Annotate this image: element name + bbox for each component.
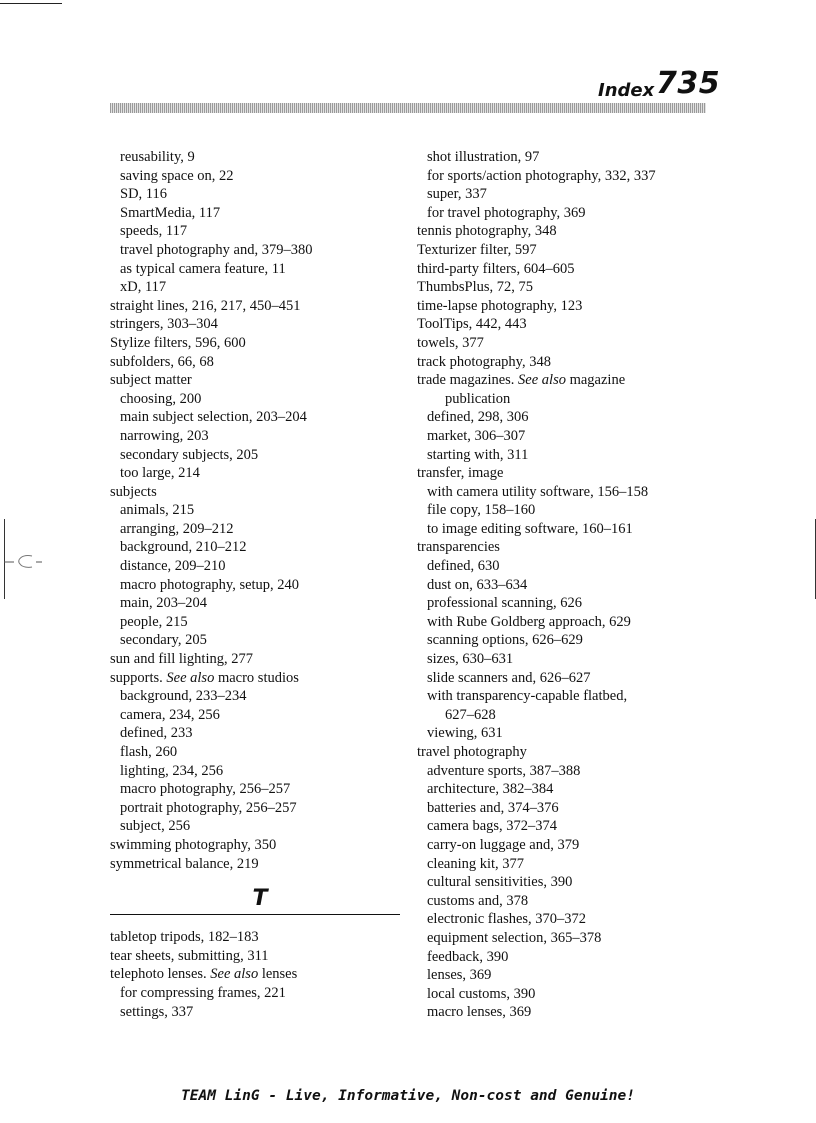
entry-text: background, 233–234: [120, 688, 247, 705]
entry-text: customs and, 378: [427, 892, 529, 909]
see-also-reference: See also: [518, 372, 566, 389]
index-subentry: [417, 929, 717, 948]
index-subentry: [417, 762, 717, 781]
index-subentry: [417, 148, 717, 167]
index-subentry: [417, 483, 717, 502]
entry-text: shot illustration, 97: [427, 149, 540, 165]
index-subentry: [417, 167, 717, 186]
index-subentry: [110, 408, 410, 427]
entry-text: camera bags, 372–374: [427, 818, 558, 835]
index-subentry: [417, 576, 717, 595]
index-entry: [417, 538, 717, 557]
index-subentry: [110, 427, 410, 446]
entry-text: animals, 215: [120, 502, 195, 519]
see-also-reference: See also: [166, 669, 215, 686]
index-entry: [417, 222, 717, 241]
entry-text: carry-on luggage and, 379: [427, 836, 580, 853]
entry-text: lighting, 234, 256: [120, 762, 224, 779]
entry-text: SD, 116: [120, 186, 167, 203]
entry-text: to image editing software, 160–161: [427, 520, 633, 537]
index-entry: [417, 297, 717, 316]
entry-text: for compressing frames, 221: [120, 984, 286, 1001]
index-subentry: [110, 576, 410, 595]
index-subentry: [417, 836, 717, 855]
entry-text: starting with, 311: [427, 446, 529, 463]
index-subentry: [417, 520, 717, 539]
index-subentry: [110, 706, 410, 725]
index-entry: [417, 464, 717, 483]
index-entry: [110, 483, 410, 502]
entry-text: choosing, 200: [120, 390, 202, 407]
running-header-section: Index: [598, 80, 655, 101]
entry-text: with camera utility software, 156–158: [427, 483, 649, 500]
entry-text: lenses, 369: [427, 967, 492, 984]
index-subentry: [417, 501, 717, 520]
index-entry: [110, 315, 410, 334]
index-subentry: [417, 724, 717, 743]
index-subentry: [110, 724, 410, 743]
entry-text: defined, 630: [427, 558, 500, 575]
entry-text: camera, 234, 256: [120, 706, 220, 723]
entry-text: for sports/action photography, 332, 337: [427, 167, 656, 184]
index-subentry: [417, 390, 717, 409]
index-subentry: [417, 948, 717, 967]
index-subentry: [110, 762, 410, 781]
index-column-left: [110, 148, 410, 1021]
entry-text: Stylize filters, 596, 600: [110, 334, 246, 351]
index-subentry: [417, 892, 717, 911]
entry-text: sizes, 630–631: [427, 651, 514, 668]
header-rule: [110, 103, 706, 113]
page-number: 735: [656, 66, 721, 101]
entry-text: people, 215: [120, 613, 188, 630]
entry-text: tennis photography, 348: [417, 223, 557, 240]
index-subentry: [417, 855, 717, 874]
entry-text: architecture, 382–384: [427, 781, 554, 798]
entry-text: secondary subjects, 205: [120, 446, 259, 463]
index-entry: [110, 353, 410, 372]
entry-text: main subject selection, 203–204: [120, 409, 307, 426]
entry-text: subject matter: [110, 372, 192, 389]
index-subentry: [110, 687, 410, 706]
index-subentry: [110, 520, 410, 539]
entry-text: file copy, 158–160: [427, 502, 536, 519]
entry-text: batteries and, 374–376: [427, 799, 559, 816]
entry-text: swimming photography, 350: [110, 836, 277, 853]
index-subentry: [417, 185, 717, 204]
index-subentry: [110, 446, 410, 465]
index-subentry: [417, 966, 717, 985]
index-entry: [110, 855, 410, 874]
index-entries-left: [110, 148, 410, 873]
entry-text: local customs, 390: [427, 985, 536, 1002]
index-subentry: [417, 799, 717, 818]
index-subentry: [417, 650, 717, 669]
index-entry: [110, 965, 410, 984]
entry-text: macro studios: [214, 669, 299, 686]
entry-text: settings, 337: [120, 1003, 194, 1020]
entry-text: stringers, 303–304: [110, 316, 218, 333]
entry-text: track photography, 348: [417, 353, 551, 370]
index-entry: [417, 260, 717, 279]
index-subentry: [110, 278, 410, 297]
index-subentry: [417, 557, 717, 576]
index-subentry: [417, 446, 717, 465]
index-subentry: [110, 743, 410, 762]
index-subentry: [110, 1003, 410, 1022]
entry-text: third-party filters, 604–605: [417, 260, 575, 277]
entry-text: subject, 256: [120, 818, 191, 835]
index-entry: [110, 371, 410, 390]
entry-text: travel photography and, 379–380: [120, 241, 313, 258]
entry-text: SmartMedia, 117: [120, 204, 221, 221]
index-subentry: [110, 557, 410, 576]
index-subentry: [110, 631, 410, 650]
entry-text: cultural sensitivities, 390: [427, 874, 573, 891]
index-entry: [417, 278, 717, 297]
entry-text: trade magazines.: [417, 372, 519, 389]
entry-text: electronic flashes, 370–372: [427, 911, 587, 928]
index-subentry: [417, 687, 717, 706]
section-divider: [110, 914, 400, 915]
index-subentry: [110, 984, 410, 1003]
index-subentry: [417, 427, 717, 446]
entry-text: feedback, 390: [427, 948, 509, 965]
entry-text: professional scanning, 626: [427, 595, 583, 612]
index-entry: [417, 353, 717, 372]
entry-text: straight lines, 216, 217, 450–451: [110, 297, 301, 314]
entry-text: subjects: [110, 483, 157, 500]
registration-mark-icon: [2, 552, 42, 572]
index-subentry: [110, 464, 410, 483]
entry-text: towels, 377: [417, 334, 484, 351]
entry-text: equipment selection, 365–378: [427, 929, 602, 946]
entry-text: Texturizer filter, 597: [417, 241, 537, 258]
index-entry: [110, 928, 410, 947]
entry-text: macro photography, setup, 240: [120, 576, 300, 593]
index-subentry: [110, 185, 410, 204]
entry-text: portrait photography, 256–257: [120, 799, 297, 816]
entry-text: 627–628: [445, 706, 496, 723]
index-entry: [110, 947, 410, 966]
entry-text: with transparency-capable flatbed,: [427, 688, 628, 705]
index-subentry: [417, 873, 717, 892]
index-subentry: [417, 669, 717, 688]
index-subentry: [110, 204, 410, 223]
index-entry: [417, 334, 717, 353]
index-subentry: [417, 1003, 717, 1022]
entry-text: magazine: [565, 372, 626, 389]
index-subentry: [110, 260, 410, 279]
entry-text: lenses: [258, 966, 298, 983]
entry-text: flash, 260: [120, 744, 178, 760]
entry-text: saving space on, 22: [120, 167, 234, 184]
entry-text: ThumbsPlus, 72, 75: [417, 279, 534, 296]
entry-text: macro photography, 256–257: [120, 781, 291, 798]
entry-text: supports.: [110, 669, 167, 686]
index-subentry: [110, 538, 410, 557]
index-entry: [417, 743, 717, 762]
index-entry: [417, 371, 717, 390]
entry-text: cleaning kit, 377: [427, 855, 525, 872]
index-subentry: [110, 390, 410, 409]
index-subentry: [110, 222, 410, 241]
entry-text: scanning options, 626–629: [427, 632, 583, 649]
entry-text: arranging, 209–212: [120, 520, 234, 537]
index-column-right: [417, 148, 717, 1022]
index-subentry: [417, 910, 717, 929]
footer-tagline: TEAM LinG - Live, Informative, Non-cost and Genuine!: [181, 1088, 635, 1104]
index-subentry: [417, 985, 717, 1004]
entry-text: market, 306–307: [427, 427, 526, 444]
entry-text: distance, 209–210: [120, 558, 226, 575]
entry-text: time-lapse photography, 123: [417, 297, 583, 314]
index-subentry: [417, 594, 717, 613]
entry-text: too large, 214: [120, 465, 200, 482]
index-entry: [110, 650, 410, 669]
index-entry: [110, 334, 410, 353]
entry-text: subfolders, 66, 68: [110, 353, 214, 370]
index-subentry: [110, 501, 410, 520]
entry-text: viewing, 631: [427, 725, 503, 742]
index-subentry: [417, 631, 717, 650]
entry-text: macro lenses, 369: [427, 1004, 532, 1021]
index-subentry: [417, 817, 717, 836]
entry-text: as typical camera feature, 11: [120, 260, 286, 277]
see-also-reference: See also: [210, 966, 259, 983]
entry-text: main, 203–204: [120, 595, 207, 612]
entry-text: telephoto lenses.: [110, 966, 211, 983]
entry-text: secondary, 205: [120, 632, 207, 649]
entry-text: sun and fill lighting, 277: [110, 651, 253, 668]
index-subentry: [417, 204, 717, 223]
entry-text: dust on, 633–634: [427, 576, 528, 593]
index-subentry: [110, 613, 410, 632]
index-subentry: [417, 780, 717, 799]
index-subentry: [110, 799, 410, 818]
entry-text: ToolTips, 442, 443: [417, 316, 527, 333]
entry-text: travel photography: [417, 744, 527, 760]
entry-text: xD, 117: [120, 279, 167, 296]
entry-text: background, 210–212: [120, 539, 247, 556]
entry-text: publication: [445, 390, 511, 407]
entry-text: defined, 298, 306: [427, 409, 529, 426]
entry-text: slide scanners and, 626–627: [427, 669, 591, 686]
entry-text: narrowing, 203: [120, 427, 209, 444]
index-subentry: [110, 148, 410, 167]
index-subentry: [110, 241, 410, 260]
entry-text: for travel photography, 369: [427, 204, 586, 221]
entry-text: adventure sports, 387–388: [427, 762, 581, 779]
index-subentry: [110, 594, 410, 613]
entry-text: tear sheets, submitting, 311: [110, 947, 269, 964]
index-subentry: [110, 167, 410, 186]
index-entry: [417, 241, 717, 260]
index-subentry: [110, 817, 410, 836]
index-subentry: [417, 613, 717, 632]
index-subentry: [110, 780, 410, 799]
index-entry: [110, 836, 410, 855]
index-entries-right: [417, 148, 717, 1022]
entry-text: transfer, image: [417, 465, 504, 482]
entry-text: tabletop tripods, 182–183: [110, 929, 259, 946]
section-letter-heading: T: [252, 886, 268, 912]
entry-text: defined, 233: [120, 725, 193, 742]
index-subentry: [417, 408, 717, 427]
corner-crop-line: [0, 3, 62, 4]
entry-text: speeds, 117: [120, 223, 188, 240]
entry-text: super, 337: [427, 186, 487, 203]
entry-text: with Rube Goldberg approach, 629: [427, 613, 631, 630]
entry-text: transparencies: [417, 539, 500, 556]
index-entry: [110, 669, 410, 688]
index-entries-left-after: [110, 928, 410, 1021]
index-subentry: [417, 706, 717, 725]
index-entry: [417, 315, 717, 334]
entry-text: symmetrical balance, 219: [110, 855, 259, 872]
index-entry: [110, 297, 410, 316]
entry-text: reusability, 9: [120, 149, 195, 165]
